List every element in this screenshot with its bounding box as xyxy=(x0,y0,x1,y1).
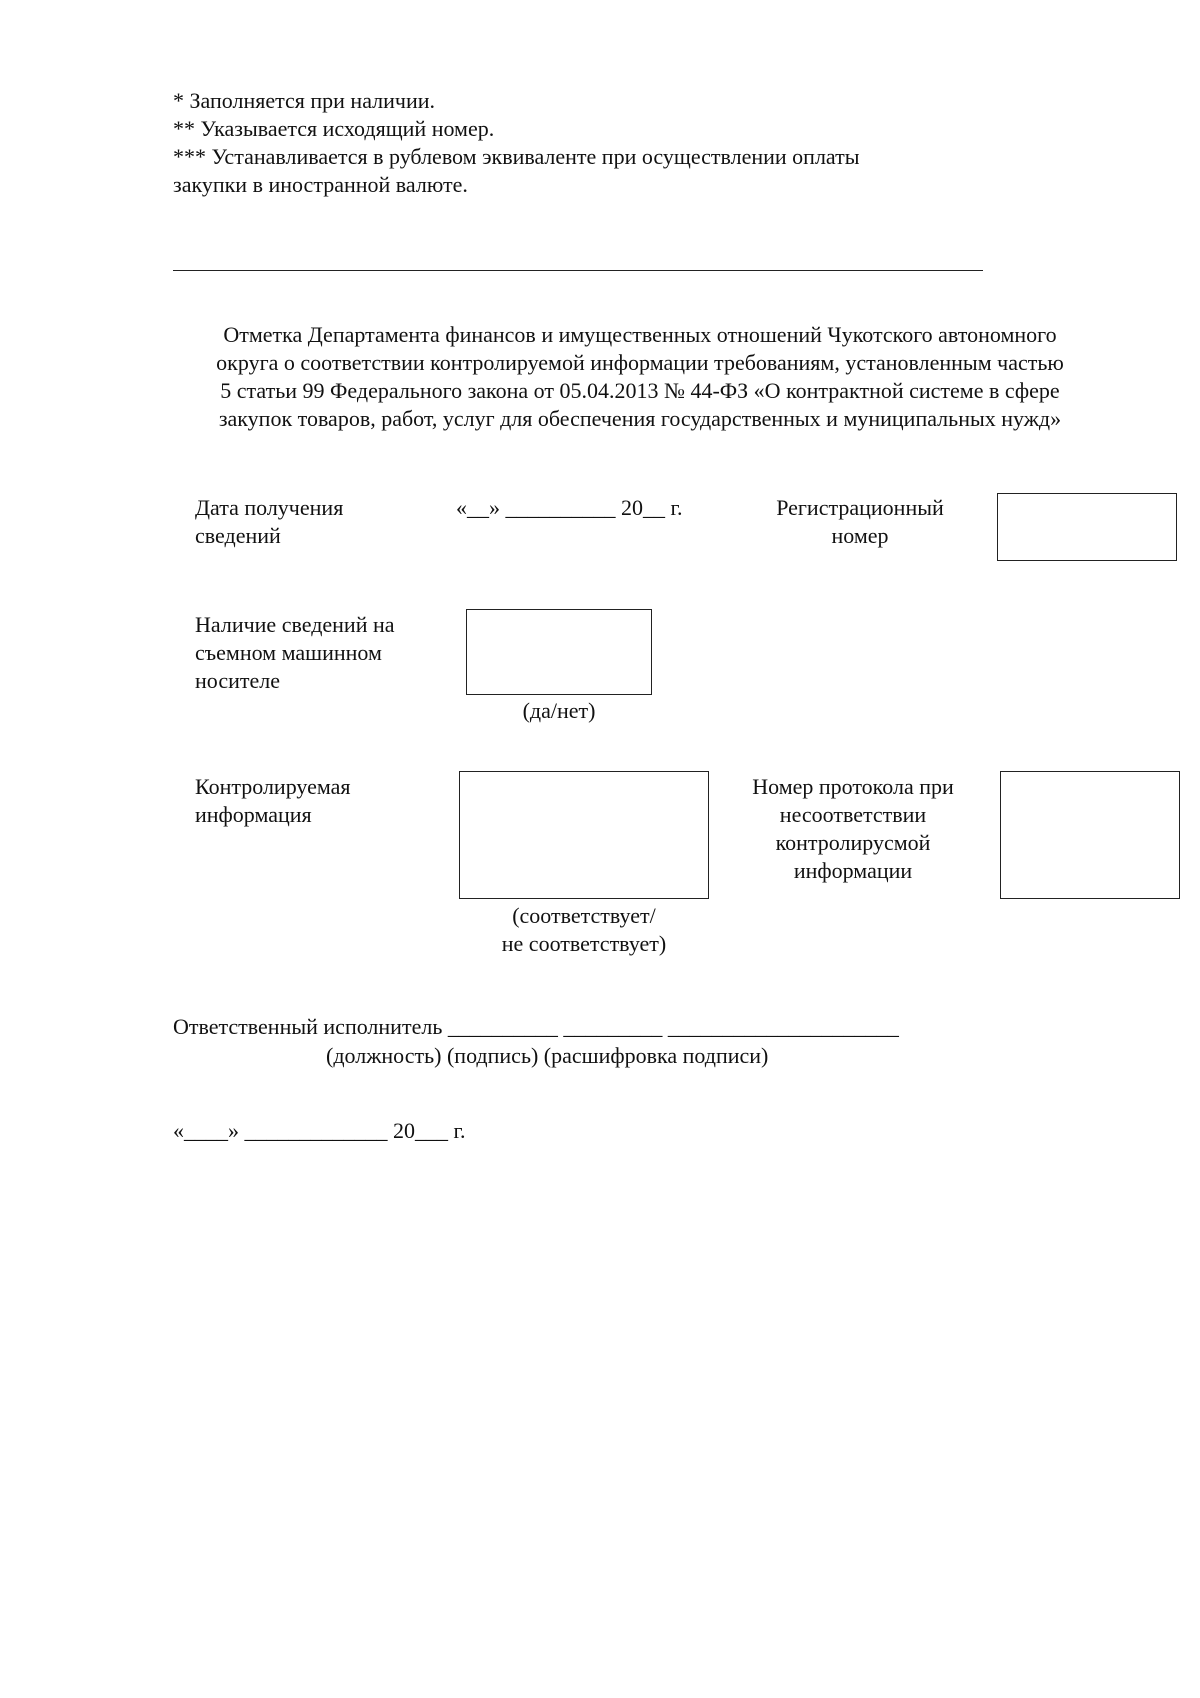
footnote-2: ** Указывается исходящий номер. xyxy=(173,116,495,141)
media-label-line-2: съемном машинном xyxy=(195,640,382,665)
registration-number-label-line-2: номер xyxy=(831,523,889,548)
heading-line-1: Отметка Департамента финансов и имущественных отношений Чукотского автономного xyxy=(223,322,1057,347)
controlled-info-caption-line-2: не соответствует) xyxy=(501,931,667,956)
footnotes xyxy=(173,87,860,199)
heading-line-4: закупок товаров, работ, услуг для обеспечения государственных и муниципальных нужд» xyxy=(218,406,1062,431)
footnote-3: *** Устанавливается в рублевом эквиваленте при осуществлении оплаты xyxy=(173,144,860,169)
protocol-number-label-line-4: информации xyxy=(793,858,913,883)
media-caption: (да/нет) xyxy=(522,698,596,723)
receipt-date-label-line-2: сведений xyxy=(195,523,281,548)
separator-line xyxy=(173,270,983,271)
registration-number-label xyxy=(755,494,965,550)
receipt-date-label xyxy=(195,494,343,550)
registration-number-label-line-1: Регистрационный xyxy=(776,495,944,520)
controlled-info-label xyxy=(195,773,351,829)
media-label-line-1: Наличие сведений на xyxy=(195,612,395,637)
footnote-1: * Заполняется при наличии. xyxy=(173,88,436,113)
executor-caption: (должность) (подпись) (расшифровка подписи) xyxy=(326,1043,769,1068)
controlled-info-label-line-2: информация xyxy=(195,802,312,827)
heading-line-3: 5 статьи 99 Федерального закона от 05.04.2013 № 44-ФЗ «О контрактной системе в сфере xyxy=(220,378,1060,403)
receipt-date-field[interactable]: «__» __________ 20__ г. xyxy=(456,495,683,520)
receipt-date-label-line-1: Дата получения xyxy=(195,495,344,520)
executor-signature-blanks[interactable]: __________ _________ _____________________ xyxy=(447,1014,899,1039)
controlled-info-label-line-1: Контролируемая xyxy=(195,774,351,799)
protocol-number-label xyxy=(733,773,973,885)
registration-number-box[interactable] xyxy=(997,493,1177,561)
executor-line xyxy=(173,1013,899,1041)
controlled-info-caption xyxy=(459,902,709,958)
footnote-3-continued: закупки в иностранной валюте. xyxy=(173,172,468,197)
section-heading xyxy=(150,321,1130,433)
protocol-number-box[interactable] xyxy=(1000,771,1180,899)
protocol-number-label-line-2: несоответствии xyxy=(779,802,927,827)
protocol-number-label-line-1: Номер протокола при xyxy=(752,774,954,799)
media-label-line-3: носителе xyxy=(195,668,280,693)
executor-label: Ответственный исполнитель xyxy=(173,1014,443,1039)
media-box[interactable] xyxy=(466,609,652,695)
heading-line-2: округа о соответствии контролируемой информации требованиям, установленным частью xyxy=(216,350,1064,375)
controlled-info-box[interactable] xyxy=(459,771,709,899)
controlled-info-caption-line-1: (соответствует/ xyxy=(512,903,656,928)
final-date-field[interactable]: «____» _____________ 20___ г. xyxy=(173,1118,466,1143)
media-label xyxy=(195,611,395,695)
protocol-number-label-line-3: контролирусмой xyxy=(775,830,931,855)
